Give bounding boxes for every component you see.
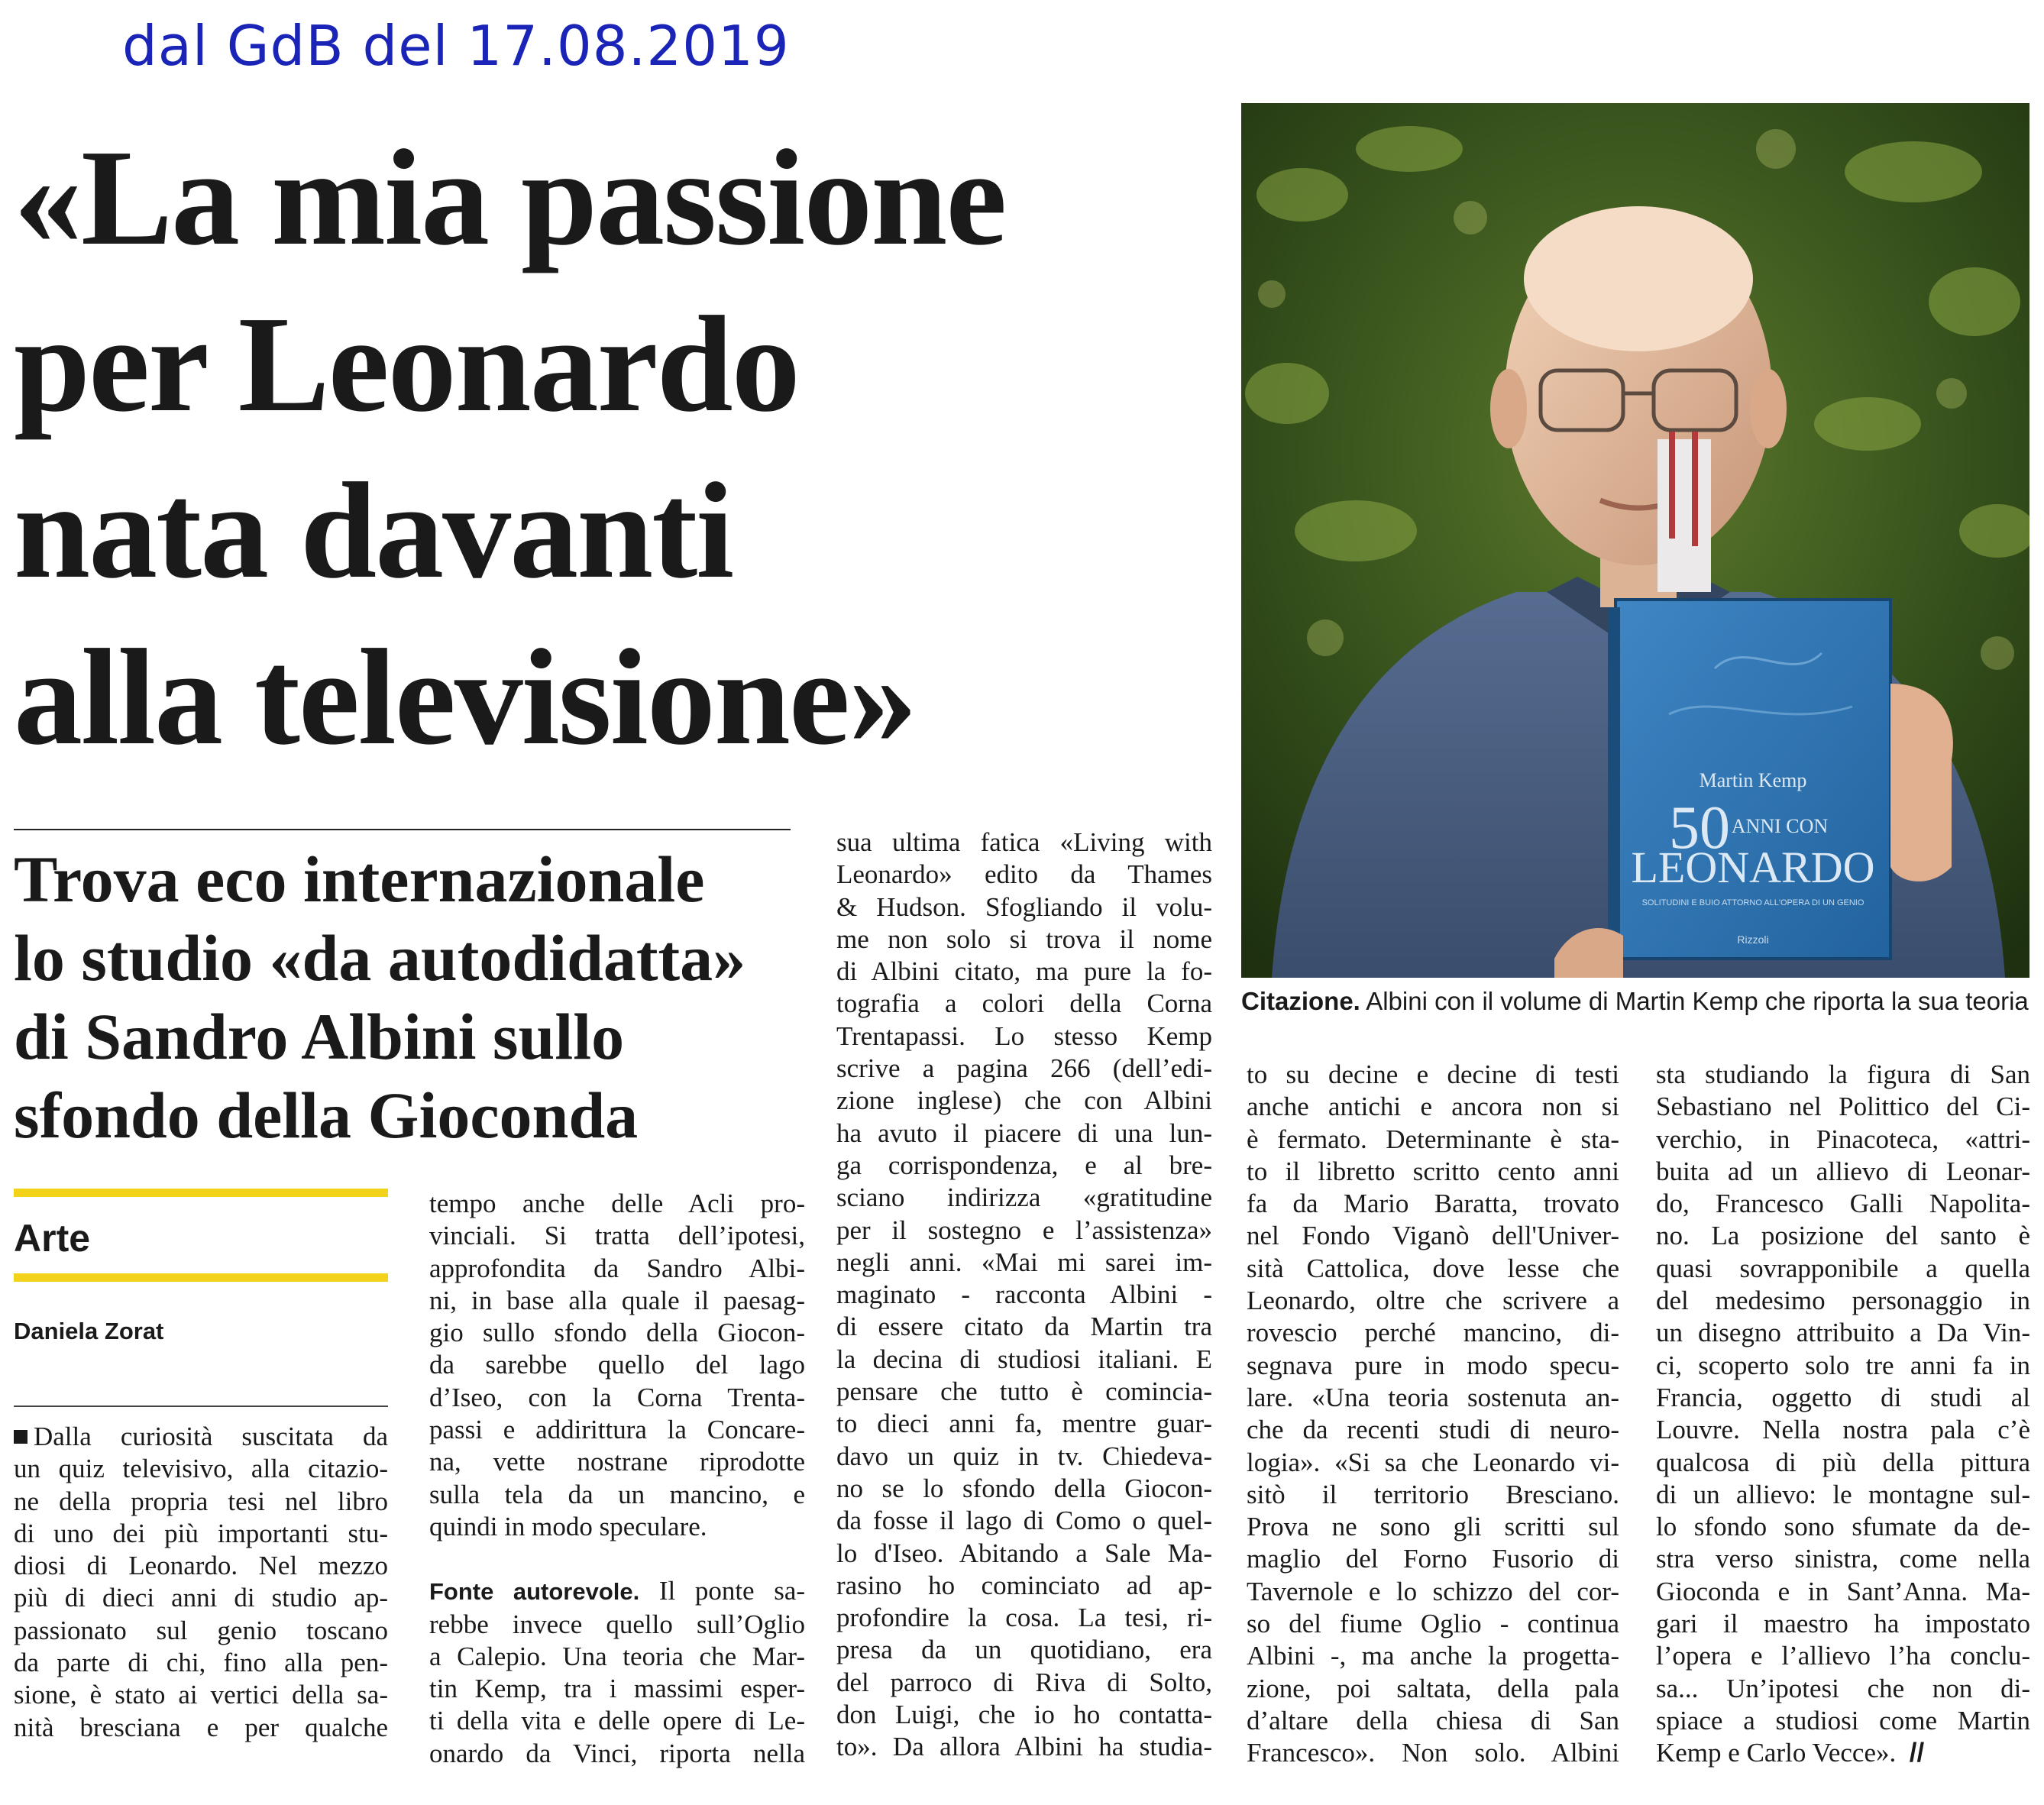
text-line: rebbe invece quello sull’Oglio bbox=[429, 1609, 805, 1639]
text-line: d’altare della chiesa di San bbox=[1247, 1705, 1619, 1735]
text-line: passionato sul genio toscano bbox=[14, 1615, 388, 1645]
text-line: qualcosa di più della pittura bbox=[1656, 1447, 2030, 1477]
text-line: logia». «Si sa che Leonardo vi- bbox=[1247, 1447, 1619, 1477]
text-line: da parte di chi, fino alla pen- bbox=[14, 1648, 388, 1678]
text-line: lo d'Iseo. Abitando a Sale Ma- bbox=[836, 1538, 1212, 1568]
text-line: di un allievo: le montagne sul- bbox=[1656, 1479, 2030, 1509]
text-line: sciano indirizza «gratitudine bbox=[836, 1182, 1212, 1213]
text-line: d’Iseo, con la Corna Trenta- bbox=[429, 1382, 805, 1412]
text-line: sitò il territorio Bresciano. bbox=[1247, 1479, 1619, 1509]
text-line: Trentapassi. Lo stesso Kemp bbox=[836, 1021, 1212, 1051]
text-line: Louvre. Nella nostra pala c’è bbox=[1656, 1415, 2030, 1445]
text-line: davo un quiz in tv. Chiedeva- bbox=[836, 1441, 1212, 1471]
text-line: per il sostegno e l’assistenza» bbox=[836, 1215, 1212, 1245]
headline-line: per Leonardo bbox=[14, 288, 799, 440]
text-line: Francesco». Non solo. Albini bbox=[1247, 1738, 1619, 1768]
text-line: approfondita da Sandro Albi- bbox=[429, 1253, 805, 1283]
text-line: me non solo si trova il nome bbox=[836, 924, 1212, 954]
text-line: sulla tela da un mancino, e bbox=[429, 1479, 805, 1509]
text-line: Sebastiano nel Polittico del Ci- bbox=[1656, 1092, 2030, 1122]
article-column-1 bbox=[14, 1421, 388, 1744]
book-author: Martin Kemp bbox=[1699, 769, 1807, 791]
text-line: ci, scoperto solo tre anni fa in bbox=[1656, 1350, 2030, 1380]
text-line: verchio, in Pinacoteca, «attri- bbox=[1656, 1124, 2030, 1154]
section-bar-top bbox=[14, 1189, 388, 1197]
subheadline-line: lo studio «da autodidatta» bbox=[14, 921, 746, 995]
text-line: diosi di Leonardo. Nel mezzo bbox=[14, 1551, 388, 1581]
text-line: rovescio perché mancino, di- bbox=[1247, 1318, 1619, 1348]
headline bbox=[14, 115, 1205, 781]
text-line: un quiz televisivo, alla citazio- bbox=[14, 1454, 388, 1484]
text-line: ne della propria tesi nel libro bbox=[14, 1486, 388, 1516]
text-line: stra verso sinistra, come nella bbox=[1656, 1544, 2030, 1574]
text-line: don Luigi, che io ho contatta- bbox=[836, 1700, 1212, 1730]
text-line: presa da un quotidiano, era bbox=[836, 1635, 1212, 1665]
text-line: è fermato. Determinante è sta- bbox=[1247, 1124, 1619, 1154]
text-line: ni, in base alla quale il paesag- bbox=[429, 1285, 805, 1315]
text-line: di Albini citato, ma pure la fo- bbox=[836, 956, 1212, 987]
text-line: no. La posizione del santo è bbox=[1656, 1221, 2030, 1251]
photo-illustration bbox=[1241, 103, 2029, 978]
text-line: fa da Mario Baratta, trovato bbox=[1247, 1189, 1619, 1219]
text-line: sità Cattolica, dove lesse che bbox=[1247, 1253, 1619, 1283]
text-line: Leonardo» edito da Thames bbox=[836, 859, 1212, 890]
text-line: Dalla curiosità suscitata da bbox=[14, 1421, 388, 1453]
text-line: to». Da allora Albini ha studia- bbox=[836, 1732, 1212, 1762]
text-line: Gioconda e in Sant’Anna. Ma- bbox=[1656, 1576, 2030, 1606]
text-line: ha avuto il piacere di una lun- bbox=[836, 1118, 1212, 1148]
article-column-5 bbox=[1656, 1059, 2030, 1770]
text-line: che da recenti studi di neuro- bbox=[1247, 1415, 1619, 1445]
text-line: l’opera e l’allievo l’ha conclu- bbox=[1656, 1641, 2030, 1671]
text-line: del parroco di Riva di Solto, bbox=[836, 1667, 1212, 1697]
text-line: Fonte autorevole. Il ponte sa- bbox=[429, 1576, 806, 1606]
text-line: no se lo sfondo della Giocon- bbox=[836, 1473, 1212, 1503]
text-line: profondire la cosa. La tesi, ri- bbox=[836, 1603, 1212, 1633]
text-line: di essere citato da Martin tra bbox=[836, 1312, 1212, 1342]
text-line: onardo da Vinci, riporta nella bbox=[429, 1738, 805, 1768]
section-bar-bottom bbox=[14, 1273, 388, 1282]
text-line: ti della vita e delle opere di Le- bbox=[429, 1706, 805, 1736]
text-line: & Hudson. Sfogliando il volu- bbox=[836, 891, 1212, 922]
text-line: maginato - racconta Albini - bbox=[836, 1279, 1212, 1310]
text-line: lare. «Una teoria sostenuta an- bbox=[1247, 1382, 1619, 1412]
text-line: ga corrispondenza, e al bre- bbox=[836, 1150, 1212, 1180]
caption-label: Citazione. bbox=[1241, 987, 1360, 1015]
text-line: a Calepio. Una teoria che Mar- bbox=[429, 1641, 805, 1671]
article-column-3 bbox=[836, 826, 1212, 1764]
article-column-4 bbox=[1247, 1059, 1619, 1770]
text-line: anche antichi e ancora non si bbox=[1247, 1092, 1619, 1122]
text-line: na, vette nostrane riprodotte bbox=[429, 1447, 805, 1477]
headline-line: nata davanti bbox=[14, 454, 733, 607]
inline-subhead: Fonte autorevole. bbox=[429, 1578, 640, 1606]
text-line: do, Francesco Galli Napolita- bbox=[1656, 1189, 2030, 1219]
text-line: nel Fondo Viganò dell'Univer- bbox=[1247, 1221, 1619, 1251]
article-photo bbox=[1241, 103, 2029, 978]
text-line: sa... Un’ipotesi che non di- bbox=[1656, 1673, 2030, 1703]
text-line: tempo anche delle Acli pro- bbox=[429, 1189, 805, 1218]
text-line: segnava pure in modo specu- bbox=[1247, 1350, 1619, 1380]
photo-caption bbox=[1241, 987, 2036, 1016]
text-line: nità bresciana e per qualche bbox=[14, 1712, 388, 1742]
text-line: del medesimo personaggio in bbox=[1656, 1286, 2030, 1316]
text-line: to su decine e decine di testi bbox=[1247, 1059, 1619, 1089]
headline-line: alla televisione» bbox=[14, 621, 916, 773]
text-line: Kemp e Carlo Vecce». // bbox=[1656, 1738, 1925, 1768]
book-title-name: LEONARDO bbox=[1631, 843, 1875, 892]
text-line: la decina di studiosi italiani. E bbox=[836, 1344, 1212, 1374]
text-line: gio sullo sfondo della Giocon- bbox=[429, 1318, 805, 1348]
text-line: da sarebbe quello del lago bbox=[429, 1350, 805, 1380]
text-line: sione, è stato ai vertici della sa- bbox=[14, 1680, 388, 1710]
text-line: quindi in modo speculare. bbox=[429, 1511, 707, 1541]
text-line: da fosse il lago di Como o quel- bbox=[836, 1506, 1212, 1536]
source-note: dal GdB del 17.08.2019 bbox=[122, 14, 790, 78]
text-line: pensare che tutto è comincia- bbox=[836, 1376, 1212, 1407]
text-line: scrive a pagina 266 (dell’edi- bbox=[836, 1053, 1212, 1084]
text-line: più di dieci anni di studio ap- bbox=[14, 1583, 388, 1613]
text-line: spiace a studiosi come Martin bbox=[1656, 1705, 2030, 1735]
text-line: di uno dei più importanti stu- bbox=[14, 1518, 388, 1548]
subheadline-rule bbox=[14, 829, 791, 830]
text-line: Albini -, ma anche la progetta- bbox=[1247, 1641, 1619, 1671]
subheadline-line: Trova eco internazionale bbox=[14, 843, 705, 916]
author-byline: Daniela Zorat bbox=[14, 1318, 164, 1344]
text-line: sta studiando la figura di San bbox=[1656, 1059, 2030, 1089]
text-line: gari il maestro ha impostato bbox=[1656, 1609, 2030, 1639]
text-line: Tavernole e lo schizzo del cor- bbox=[1247, 1576, 1619, 1606]
text-line: zione inglese) che con Albini bbox=[836, 1085, 1212, 1116]
text-line: tin Kemp, tra i massimi esper- bbox=[429, 1674, 805, 1704]
text-line: maglio del Forno Fusorio di bbox=[1247, 1544, 1619, 1574]
text-line: lo sfondo sono sfumate da de- bbox=[1656, 1512, 2030, 1542]
book-publisher: Rizzoli bbox=[1737, 933, 1769, 946]
text-line: Leonardo, oltre che scrivere a bbox=[1247, 1286, 1619, 1316]
section-label: Arte bbox=[14, 1217, 91, 1260]
text-line: Francia, oggetto di studi al bbox=[1656, 1382, 2030, 1412]
article-column-2 bbox=[429, 1188, 805, 1770]
book-title-word: ANNI CON bbox=[1731, 815, 1829, 837]
byline-rule bbox=[14, 1406, 388, 1407]
caption-text: Albini con il volume di Martin Kemp che riporta la sua teoria bbox=[1366, 987, 2029, 1015]
text-line: vinciali. Si tratta dell’ipotesi, bbox=[429, 1221, 805, 1251]
subheadline bbox=[14, 840, 808, 1155]
text-line: negli anni. «Mai mi sarei im- bbox=[836, 1247, 1212, 1277]
text-line: rasino ho cominciato ad ap- bbox=[836, 1570, 1212, 1600]
text-line: buita ad un allievo di Leonar- bbox=[1656, 1156, 2030, 1186]
text-line: tografia a colori della Corna bbox=[836, 988, 1212, 1019]
text-line: so del fiume Oglio - continua bbox=[1247, 1609, 1619, 1639]
headline-line: «La mia passione bbox=[14, 121, 1006, 273]
text-line: un disegno attribuito a Da Vin- bbox=[1656, 1318, 2030, 1348]
text-line: sua ultima fatica «Living with bbox=[836, 827, 1212, 857]
subheadline-line: sfondo della Gioconda bbox=[14, 1079, 639, 1152]
subheadline-line: di Sandro Albini sullo bbox=[14, 1000, 625, 1073]
lead-square-icon bbox=[14, 1430, 27, 1444]
text-line: to dieci anni fa, mentre guar- bbox=[836, 1409, 1212, 1439]
text-line: to il libretto scritto cento anni bbox=[1247, 1156, 1619, 1186]
text-line: passi e addirittura la Concare- bbox=[429, 1415, 805, 1445]
text-line: quasi sovrapponibile a quella bbox=[1656, 1253, 2030, 1283]
text-line: Prova ne sono gli scritti sul bbox=[1247, 1512, 1619, 1542]
book-subtitle: SOLITUDINI E BUIO ATTORNO ALL'OPERA DI UN GENIO bbox=[1641, 898, 1865, 907]
book-title-number: 50 bbox=[1669, 794, 1730, 862]
end-mark: // bbox=[1909, 1738, 1925, 1768]
text-line: zione, poi saltata, della pala bbox=[1247, 1673, 1619, 1703]
